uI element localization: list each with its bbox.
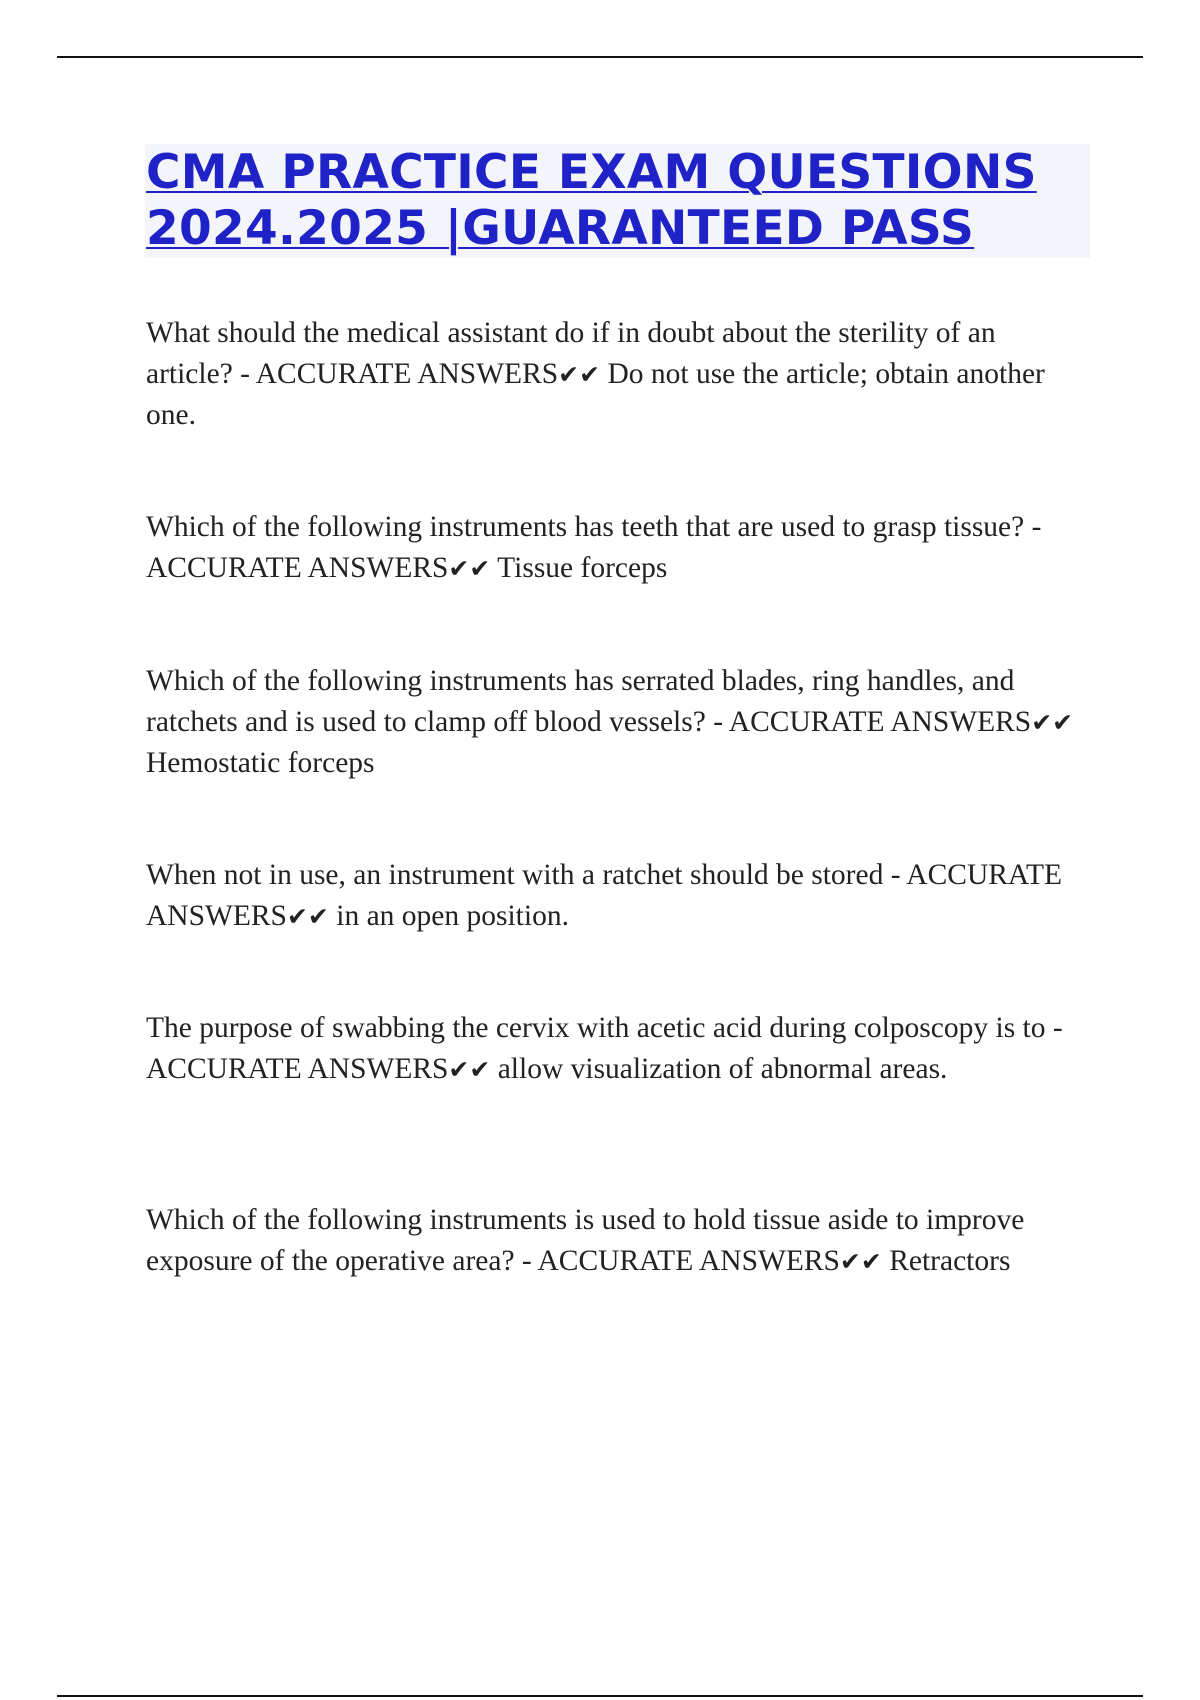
qa-item-1: [146, 313, 1086, 436]
check-icon: ✔✔: [839, 1246, 882, 1276]
check-icon: ✔✔: [286, 901, 329, 931]
check-icon: ✔✔: [1031, 707, 1074, 737]
question-text: Which of the following instruments has serrated blades, ring handles, and ratchets and is used to clamp off blood vessels? -: [146, 665, 1015, 738]
page-title: [146, 145, 1086, 257]
answer-label: ACCURATE ANSWERS: [146, 1052, 449, 1085]
top-rule: [57, 56, 1143, 58]
question-text: Which of the following instruments is used to hold tissue aside to improve exposure of the operative area? -: [146, 1204, 1025, 1277]
check-icon: ✔✔: [448, 553, 491, 583]
check-icon: ✔✔: [558, 359, 601, 389]
answer-text: Do not use the article; obtain another one.: [146, 357, 1045, 431]
question-text: The purpose of swabbing the cervix with acetic acid during colposcopy is to -: [146, 1012, 1063, 1044]
qa-item-2: [146, 507, 1086, 589]
answer-label: ACCURATE ANSWERS: [537, 1244, 840, 1277]
question-text: When not in use, an instrument with a ratchet should be stored -: [146, 859, 907, 891]
answer-text: allow visualization of abnormal areas.: [490, 1052, 948, 1085]
title-link[interactable]: CMA PRACTICE EXAM QUESTIONS 2024.2025 |GUARANTEED PASS: [146, 145, 1037, 256]
question-text: Which of the following instruments has teeth that are used to grasp tissue? -: [146, 511, 1042, 543]
qa-item-3: [146, 661, 1086, 784]
answer-text: Tissue forceps: [490, 551, 668, 584]
bottom-rule: [57, 1695, 1143, 1697]
answer-text: in an open position.: [328, 899, 569, 932]
qa-item-6: [146, 1200, 1086, 1282]
question-text: What should the medical assistant do if in doubt about the sterility of an article? -: [146, 317, 996, 390]
qa-item-4: [146, 855, 1086, 937]
answer-label: ACCURATE ANSWERS: [146, 551, 449, 584]
check-icon: ✔✔: [448, 1054, 491, 1084]
answer-label: ACCURATE ANSWERS: [146, 859, 1062, 932]
qa-item-5: [146, 1008, 1086, 1090]
answer-text: Hemostatic forceps: [146, 747, 375, 779]
answer-label: ACCURATE ANSWERS: [255, 357, 559, 390]
answer-label: ACCURATE ANSWERS: [728, 705, 1032, 738]
answer-text: Retractors: [881, 1244, 1011, 1277]
